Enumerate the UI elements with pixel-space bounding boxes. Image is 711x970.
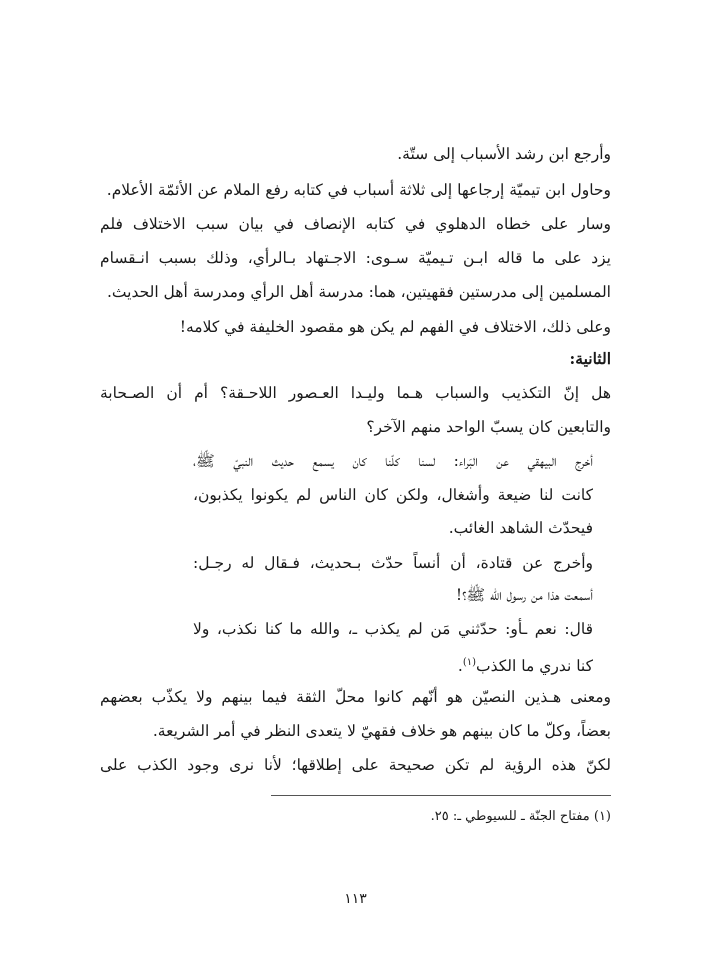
quote-line: قال: نعم ـأو: حدّثني مَن لم يكذب ـ، والله ما كنا نكذب، ولا — [193, 620, 593, 638]
quote-line: فيحدّث الشاهد الغائب. — [448, 519, 593, 537]
quote-line: كانت لنا ضيعة وأشغال، ولكن كان الناس لم يكونوا يكذبون، — [193, 486, 593, 504]
footnote-divider — [271, 795, 611, 796]
text-line: لكنّ هذه الرؤية لم تكن صحيحة على إطلاقها؛ لأنا نرى وجود الكذب على — [100, 756, 611, 774]
text-line: والتابعين كان يسبّ الواحد منهم الآخر؟ — [366, 418, 611, 436]
text-line: وأرجع ابن رشد الأسباب إلى ستّة. — [397, 145, 611, 163]
text-line: بعضاً، وكلّ ما كان بينهم هو خلاف فقهيّ لا يتعدى النظر في أمر الشريعة. — [152, 722, 611, 740]
page-number: ١١٣ — [344, 891, 367, 907]
text-line: يزد على ما قاله ابـن تـيميّة سـوى: الاجـتهاد بـالرأي، وذلك بسبب انـقسام — [100, 249, 611, 267]
text-line: هل إنّ التكذيب والسباب هـما وليـدا العـصور اللاحـقة؟ أم أن الصـحابة — [100, 384, 611, 402]
text-line: ومعنى هـذين النصيّن هو أنّهم كانوا محلّ الثقة فيما بينهم ولا يكذّب بعضهم — [100, 688, 611, 706]
quote-text: كنا ندري ما الكذب — [476, 657, 593, 676]
text-line: وحاول ابن تيميّة إرجاعها إلى ثلاثة أسباب في كتابه رفع الملام عن الأئمّة الأعلام. — [106, 181, 611, 199]
footnote: (١) مفتاح الجنّة ـ للسيوطي ـ: ٢٥. — [430, 809, 611, 824]
section-heading: الثانية: — [569, 349, 611, 368]
quote-line: وأخرج عن قتادة، أن أنساً حدّث بـحديث، فـقال له رجـل: — [193, 554, 593, 572]
footnote-ref-end: . — [457, 657, 463, 676]
footnote-ref[interactable]: (١) — [462, 657, 477, 668]
text-line: وسار على خطاه الدهلوي في كتابه الإنصاف في بيان سبب الاختلاف فلم — [100, 215, 611, 233]
quote-line — [193, 652, 593, 677]
text-line: وعلى ذلك، الاختلاف في الفهم لم يكن هو مقصود الخليفة في كلامه! — [179, 318, 611, 336]
text-line: المسلمين إلى مدرستين فقهيتين، هما: مدرسة أهل الرأي ومدرسة أهل الحديث. — [107, 283, 611, 301]
quote-line: أخرج البيهقي عن البَراء: لسنا كلّنا كان يسمع حديث النبيّ ﷺ، — [193, 452, 593, 470]
quote-line: أسمعت هذا من رسول الله ﷺ؟! — [455, 586, 593, 604]
